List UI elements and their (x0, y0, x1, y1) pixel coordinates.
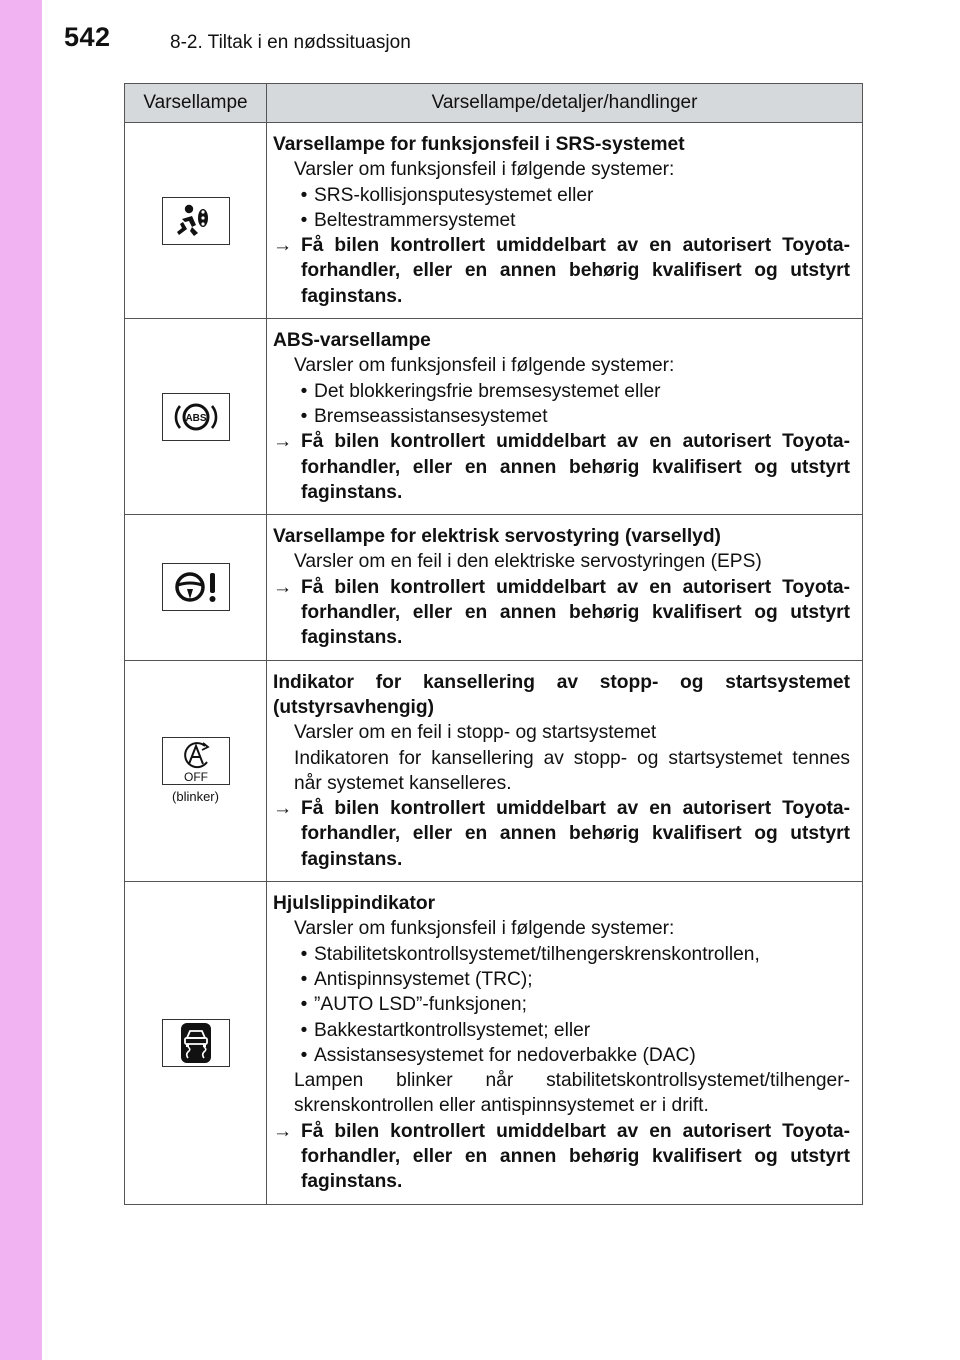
lamp-cell (125, 123, 267, 319)
airbag-person-icon (162, 197, 230, 245)
section-side-tab (0, 0, 42, 1360)
steering-wheel-warning-icon (162, 563, 230, 611)
details-cell (267, 882, 863, 1205)
bullet-item: • Bremseassistansesystemet (300, 405, 548, 427)
details-cell (267, 660, 863, 881)
details-cell (267, 515, 863, 660)
bullet-item: • ”AUTO LSD”-funksjonen; (300, 994, 527, 1016)
lamp-intro: Varsler om funksjonsfeil i følgende systemer: (294, 159, 675, 181)
bullet-item: • Stabilitetskontrollsystemet/tilhengerskrenskontrollen, (300, 943, 760, 965)
table-row (125, 319, 863, 515)
arrow-icon: → (273, 431, 293, 453)
lamp-intro-2: Lampen blinker når stabilitetskontrollsystemet/tilhenger-skrenskontrollen eller antispinnsystemet er i drift. (294, 1070, 850, 1117)
auto-stop-off-icon (162, 737, 230, 785)
bullet-item: • Det blokkeringsfrie bremsesystemet eller (300, 380, 661, 402)
bullet-item: • Assistansesystemet for nedoverbakke (DAC) (300, 1044, 696, 1066)
action-text: → Få bilen kontrollert umiddelbart av en autorisert Toyota-forhandler, eller en annen behørig kvalifisert og utstyrt faginstans. (273, 235, 850, 307)
abs-label: ABS (184, 412, 207, 424)
warning-lamp-table (124, 83, 863, 1205)
details-cell (267, 319, 863, 515)
arrow-icon: → (273, 1120, 293, 1142)
action-text: → Få bilen kontrollert umiddelbart av en autorisert Toyota-forhandler, eller en annen behørig kvalifisert og utstyrt faginstans. (273, 1120, 850, 1193)
action-text: → Få bilen kontrollert umiddelbart av en autorisert Toyota-forhandler, eller en annen behørig kvalifisert og utstyrt faginstans. (273, 431, 850, 503)
lamp-intro: Varsler om en feil i den elektriske servostyringen (EPS) (294, 551, 762, 573)
abs-icon (162, 393, 230, 441)
bullet-item: • Bakkestartkontrollsystemet; eller (300, 1019, 591, 1041)
lamp-intro-2: Indikatoren for kansellering av stopp- og startsystemet tennes når systemet kanselleres. (294, 747, 850, 794)
action-text: → Få bilen kontrollert umiddelbart av en autorisert Toyota-forhandler, eller en annen behørig kvalifisert og utstyrt faginstans. (273, 798, 850, 870)
arrow-icon: → (273, 235, 293, 257)
slip-indicator-icon (162, 1019, 230, 1067)
table-row (125, 882, 863, 1205)
table-row (125, 123, 863, 319)
lamp-title: ABS-varsellampe (273, 330, 431, 352)
off-label: OFF (183, 770, 208, 785)
col-lamp-header: Varsellampe (125, 84, 267, 123)
lamp-title: Varsellampe for funksjonsfeil i SRS-systemet (273, 134, 685, 155)
lamp-cell (125, 660, 267, 881)
table-header-row (125, 84, 863, 123)
table-row (125, 515, 863, 660)
lamp-cell (125, 882, 267, 1205)
action-text: → Få bilen kontrollert umiddelbart av en autorisert Toyota-forhandler, eller en annen behørig kvalifisert og utstyrt faginstans. (273, 576, 850, 649)
arrow-icon: → (273, 576, 293, 598)
bullet-item: • Beltestrammersystemet (300, 209, 516, 231)
lamp-intro: Varsler om funksjonsfeil i følgende systemer: (294, 355, 675, 377)
lamp-title: Hjulslippindikator (273, 893, 436, 915)
lamp-intro: Varsler om funksjonsfeil i følgende systemer: (294, 918, 675, 940)
table-row (125, 660, 863, 881)
lamp-title: Varsellampe for elektrisk servostyring (varsellyd) (273, 526, 721, 548)
lamp-intro: Varsler om en feil i stopp- og startsystemet (294, 722, 657, 744)
page-number: 542 (64, 22, 111, 52)
bullet-item: • SRS-kollisjonsputesystemet eller (300, 184, 594, 206)
details-cell (267, 123, 863, 319)
bullet-item: • Antispinnsystemet (TRC); (300, 968, 533, 990)
section-title: 8-2. Tiltak i en nødssituasjon (170, 32, 411, 53)
lamp-title: Indikator for kansellering av stopp- og startsystemet (utstyrsavhengig) (273, 671, 850, 718)
arrow-icon: → (273, 798, 293, 820)
lamp-cell (125, 319, 267, 515)
blink-note: (blinker) (172, 789, 219, 805)
lamp-cell (125, 515, 267, 660)
col-details-header: Varsellampe/detaljer/handlinger (267, 84, 863, 123)
